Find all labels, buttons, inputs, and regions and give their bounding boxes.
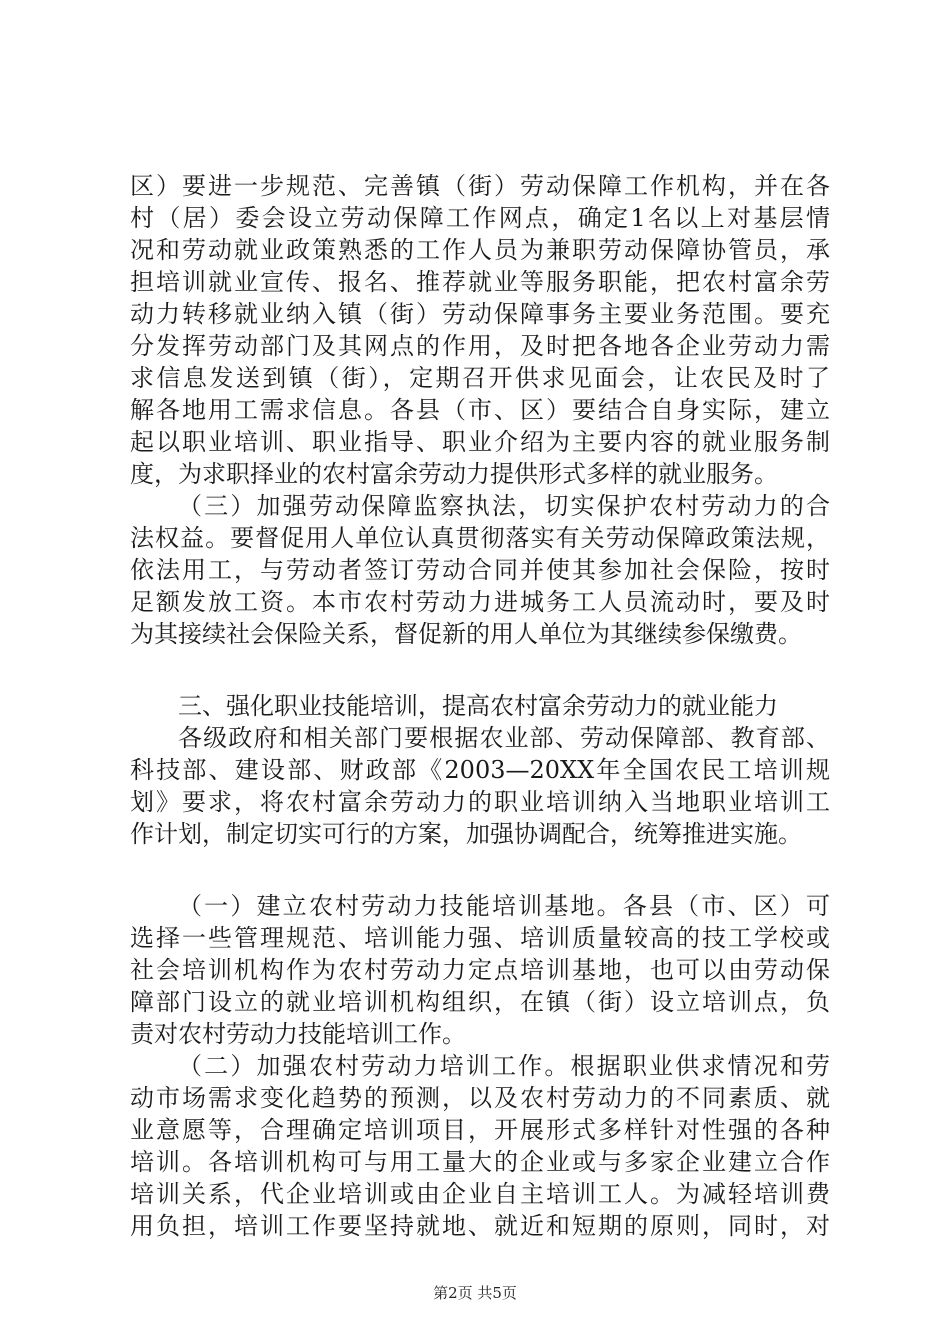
paragraph-training-base <box>130 890 830 1050</box>
page-number: 第2页 共5页 <box>433 1284 517 1302</box>
text-line: 科技部、建设部、财政部《2003—20XX年全国农民工培训规 <box>130 756 830 784</box>
paragraph-gap <box>130 850 830 890</box>
text-line: 障部门设立的就业培训机构组织，在镇（街）设立培训点，负 <box>130 988 830 1016</box>
text-line: 为其接续社会保险关系，督促新的用人单位为其继续参保缴费。 <box>130 620 802 648</box>
page-footer <box>0 1283 950 1303</box>
text-line: 依法用工，与劳动者签订劳动合同并使其参加社会保险，按时 <box>130 556 830 584</box>
text-line: 培训关系，代企业培训或由企业自主培训工人。为减轻培训费 <box>130 1180 830 1208</box>
text-line: 分发挥劳动部门及其网点的作用，及时把各地各企业劳动力需 <box>130 332 830 360</box>
text-line: 法权益。要督促用人单位认真贯彻落实有关劳动保障政策法规， <box>130 524 830 552</box>
text-line: （三）加强劳动保障监察执法，切实保护农村劳动力的合 <box>178 492 830 520</box>
text-line: 业意愿等，合理确定培训项目，开展形式多样针对性强的各种 <box>130 1116 830 1144</box>
text-line: （二）加强农村劳动力培训工作。根据职业供求情况和劳 <box>178 1052 830 1080</box>
text-line: 起以职业培训、职业指导、职业介绍为主要内容的就业服务制 <box>130 428 830 456</box>
paragraph-labor-inspection <box>130 490 830 650</box>
text-line: 解各地用工需求信息。各县（市、区）要结合自身实际，建立 <box>130 396 830 424</box>
document-body <box>130 170 830 1242</box>
text-line: 作计划，制定切实可行的方案，加强协调配合，统筹推进实施。 <box>130 820 802 848</box>
text-line: 培训。各培训机构可与用工量大的企业或与多家企业建立合作 <box>130 1148 830 1176</box>
text-line: 度，为求职择业的农村富余劳动力提供形式多样的就业服务。 <box>130 460 778 488</box>
paragraph-service-network <box>130 170 830 490</box>
text-line: 动市场需求变化趋势的预测，以及农村劳动力的不同素质、就 <box>130 1084 830 1112</box>
text-line: 选择一些管理规范、培训能力强、培训质量较高的技工学校或 <box>130 924 830 952</box>
text-line: 动力转移就业纳入镇（街）劳动保障事务主要业务范围。要充 <box>130 300 830 328</box>
text-line: （一）建立农村劳动力技能培训基地。各县（市、区）可 <box>178 892 830 920</box>
text-line: 求信息发送到镇（街），定期召开供求见面会，让农民及时了 <box>130 364 830 392</box>
paragraph-gap <box>130 650 830 690</box>
paragraph-training-work <box>130 1050 830 1242</box>
text-line: 况和劳动就业政策熟悉的工作人员为兼职劳动保障协管员，承 <box>130 236 830 264</box>
text-line: 足额发放工资。本市农村劳动力进城务工人员流动时，要及时 <box>130 588 830 616</box>
section-heading: 三、强化职业技能培训，提高农村富余劳动力的就业能力 <box>178 692 778 720</box>
text-line: 用负担，培训工作要坚持就地、就近和短期的原则，同时，对 <box>130 1212 830 1240</box>
text-line: 村（居）委会设立劳动保障工作网点，确定1名以上对基层情 <box>130 204 830 232</box>
text-line: 区）要进一步规范、完善镇（街）劳动保障工作机构，并在各 <box>130 172 830 200</box>
text-line: 责对农村劳动力技能培训工作。 <box>130 1020 466 1048</box>
paragraph-training-plan <box>130 722 830 850</box>
text-line: 担培训就业宣传、报名、推荐就业等服务职能，把农村富余劳 <box>130 268 830 296</box>
text-line: 划》要求，将农村富余劳动力的职业培训纳入当地职业培训工 <box>130 788 830 816</box>
text-line: 社会培训机构作为农村劳动力定点培训基地，也可以由劳动保 <box>130 956 830 984</box>
text-line: 各级政府和相关部门要根据农业部、劳动保障部、教育部、 <box>178 724 830 752</box>
